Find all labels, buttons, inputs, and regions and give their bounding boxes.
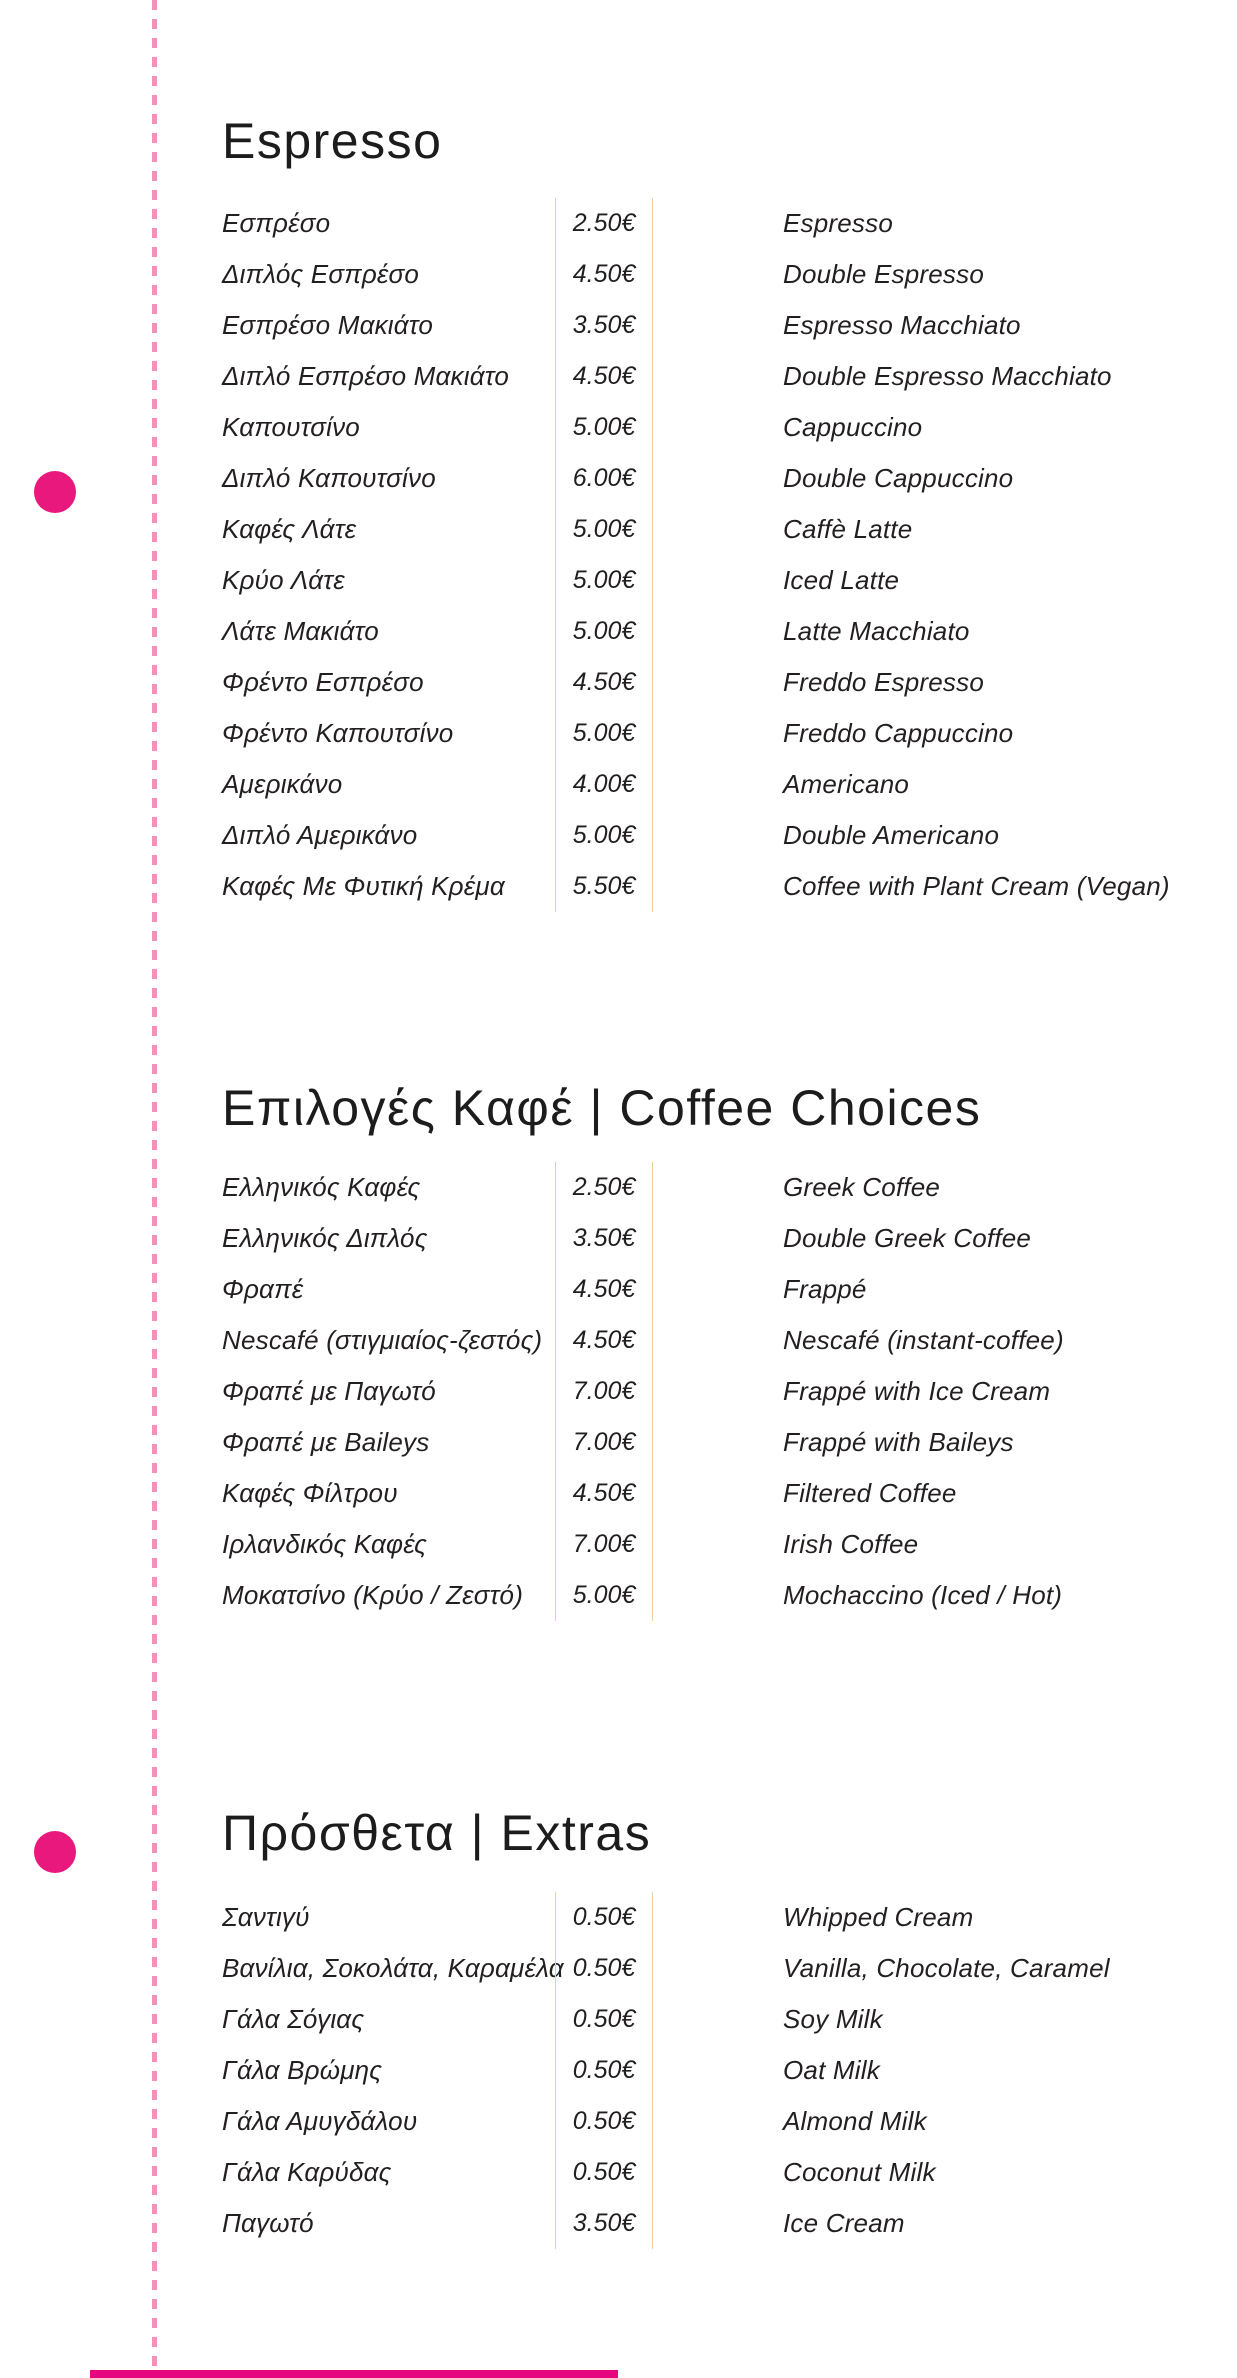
item-price: 5.00€	[555, 555, 653, 606]
item-name-english: Espresso Macchiato	[783, 310, 1021, 340]
item-name-greek: Διπλό Εσπρέσο Μακιάτο	[222, 361, 509, 391]
item-price: 4.50€	[555, 1468, 653, 1519]
item-price: 0.50€	[555, 1943, 653, 1994]
item-price: 0.50€	[555, 2096, 653, 2147]
menu-table-extras	[222, 1892, 1182, 2249]
item-price: 4.50€	[555, 657, 653, 708]
item-name-greek: Λάτε Μακιάτο	[222, 616, 379, 646]
menu-row	[222, 861, 1182, 912]
menu-row	[222, 759, 1182, 810]
item-name-greek: Φρέντο Εσπρέσο	[222, 667, 424, 697]
item-price: 5.00€	[555, 810, 653, 861]
item-name-english: Frappé with Baileys	[783, 1427, 1014, 1457]
menu-table-coffee-choices	[222, 1162, 1182, 1621]
item-price: 0.50€	[555, 1994, 653, 2045]
item-name-greek: Φραπέ	[222, 1274, 304, 1304]
menu-row	[222, 1943, 1182, 1994]
menu-row	[222, 708, 1182, 759]
item-name-english: Filtered Coffee	[783, 1478, 957, 1508]
item-name-english: Caffè Latte	[783, 514, 913, 544]
item-price: 2.50€	[555, 1162, 653, 1213]
item-name-greek: Καφές Φίλτρου	[222, 1478, 398, 1508]
item-price: 3.50€	[555, 2198, 653, 2249]
item-price: 5.00€	[555, 402, 653, 453]
item-name-greek: Σαντιγύ	[222, 1902, 310, 1932]
menu-row	[222, 2096, 1182, 2147]
item-name-greek: Βανίλια, Σοκολάτα, Καραμέλα	[222, 1953, 564, 1983]
menu-row	[222, 198, 1182, 249]
item-name-greek: Διπλό Αμερικάνο	[222, 820, 418, 850]
section-title-coffee-choices: Επιλογές Καφέ | Coffee Choices	[222, 1079, 982, 1136]
item-name-english: Double Cappuccino	[783, 463, 1014, 493]
item-price: 4.50€	[555, 351, 653, 402]
item-name-english: Freddo Cappuccino	[783, 718, 1014, 748]
item-name-greek: Διπλός Εσπρέσο	[222, 259, 420, 289]
item-name-english: Iced Latte	[783, 565, 900, 595]
menu-row	[222, 1994, 1182, 2045]
item-name-english: Espresso	[783, 208, 893, 238]
item-price: 6.00€	[555, 453, 653, 504]
menu-row	[222, 2147, 1182, 2198]
item-name-english: Double Espresso	[783, 259, 984, 289]
item-name-english: Soy Milk	[783, 2004, 883, 2034]
pink-dot	[34, 1831, 76, 1873]
menu-row	[222, 810, 1182, 861]
item-price: 7.00€	[555, 1519, 653, 1570]
item-name-english: Cappuccino	[783, 412, 923, 442]
item-name-greek: Καφές Λάτε	[222, 514, 357, 544]
menu-row	[222, 2045, 1182, 2096]
item-price: 3.50€	[555, 300, 653, 351]
menu-row	[222, 657, 1182, 708]
item-price: 0.50€	[555, 2147, 653, 2198]
menu-row	[222, 1468, 1182, 1519]
menu-table-espresso	[222, 198, 1182, 912]
item-name-english: Whipped Cream	[783, 1902, 974, 1932]
menu-row	[222, 1366, 1182, 1417]
pink-dot	[34, 471, 76, 513]
item-name-greek: Παγωτό	[222, 2208, 314, 2238]
item-name-greek: Φραπέ με Baileys	[222, 1427, 430, 1457]
menu-row	[222, 1417, 1182, 1468]
menu-row	[222, 1162, 1182, 1213]
section-title-extras: Πρόσθετα | Extras	[222, 1804, 652, 1861]
menu-row	[222, 249, 1182, 300]
item-name-english: Double Americano	[783, 820, 1000, 850]
item-name-greek: Καπουτσίνο	[222, 412, 360, 442]
item-name-greek: Γάλα Βρώμης	[222, 2055, 383, 2085]
item-name-english: Vanilla, Chocolate, Caramel	[783, 1953, 1110, 1983]
item-name-english: Almond Milk	[783, 2106, 927, 2136]
item-price: 5.00€	[555, 708, 653, 759]
bottom-accent-bar	[90, 2370, 618, 2378]
item-price: 7.00€	[555, 1417, 653, 1468]
item-name-english: Ice Cream	[783, 2208, 905, 2238]
item-name-english: Oat Milk	[783, 2055, 880, 2085]
item-name-greek: Ιρλανδικός Καφές	[222, 1529, 427, 1559]
item-name-english: Americano	[783, 769, 910, 799]
menu-row	[222, 402, 1182, 453]
item-name-greek: Εσπρέσο Μακιάτο	[222, 310, 434, 340]
item-name-greek: Εσπρέσο	[222, 208, 331, 238]
item-name-greek: Γάλα Αμυγδάλου	[222, 2106, 418, 2136]
menu-row	[222, 1892, 1182, 1943]
item-name-english: Coffee with Plant Cream (Vegan)	[783, 871, 1170, 901]
item-price: 4.50€	[555, 1315, 653, 1366]
menu-row	[222, 504, 1182, 555]
menu-row	[222, 606, 1182, 657]
item-name-greek: Nescafé (στιγμιαίος-ζεστός)	[222, 1325, 543, 1355]
item-name-greek: Αμερικάνο	[222, 769, 343, 799]
menu-row	[222, 1264, 1182, 1315]
section-title-espresso: Espresso	[222, 112, 443, 169]
item-price: 5.00€	[555, 1570, 653, 1621]
menu-row	[222, 351, 1182, 402]
item-price: 3.50€	[555, 1213, 653, 1264]
item-price: 5.00€	[555, 606, 653, 657]
item-name-greek: Γάλα Σόγιας	[222, 2004, 365, 2034]
item-name-greek: Καφές Με Φυτική Κρέμα	[222, 871, 505, 901]
menu-row	[222, 555, 1182, 606]
item-name-greek: Φρέντο Καπουτσίνο	[222, 718, 454, 748]
item-name-english: Nescafé (instant-coffee)	[783, 1325, 1064, 1355]
item-name-english: Coconut Milk	[783, 2157, 936, 2187]
item-name-english: Mochaccino (Iced / Hot)	[783, 1580, 1063, 1610]
item-name-english: Latte Macchiato	[783, 616, 970, 646]
item-name-greek: Διπλό Καπουτσίνο	[222, 463, 436, 493]
item-price: 4.50€	[555, 1264, 653, 1315]
item-price: 7.00€	[555, 1366, 653, 1417]
item-name-greek: Μοκατσίνο (Κρύο / Ζεστό)	[222, 1580, 524, 1610]
dashed-fold-line	[152, 0, 157, 2378]
item-name-english: Greek Coffee	[783, 1172, 941, 1202]
item-name-greek: Κρύο Λάτε	[222, 565, 345, 595]
item-price: 0.50€	[555, 2045, 653, 2096]
item-price: 5.50€	[555, 861, 653, 912]
item-price: 0.50€	[555, 1892, 653, 1943]
menu-row	[222, 453, 1182, 504]
item-name-english: Irish Coffee	[783, 1529, 919, 1559]
menu-row	[222, 1519, 1182, 1570]
item-name-english: Double Greek Coffee	[783, 1223, 1032, 1253]
item-price: 4.00€	[555, 759, 653, 810]
item-name-english: Frappé	[783, 1274, 867, 1304]
item-price: 4.50€	[555, 249, 653, 300]
item-name-english: Double Espresso Macchiato	[783, 361, 1112, 391]
menu-row	[222, 1315, 1182, 1366]
menu-row	[222, 300, 1182, 351]
item-name-greek: Φραπέ με Παγωτό	[222, 1376, 436, 1406]
item-name-english: Frappé with Ice Cream	[783, 1376, 1051, 1406]
item-name-greek: Ελληνικός Διπλός	[222, 1223, 428, 1253]
item-price: 2.50€	[555, 198, 653, 249]
menu-row	[222, 2198, 1182, 2249]
menu-row	[222, 1213, 1182, 1264]
item-name-english: Freddo Espresso	[783, 667, 984, 697]
menu-row	[222, 1570, 1182, 1621]
item-name-greek: Ελληνικός Καφές	[222, 1172, 421, 1202]
item-price: 5.00€	[555, 504, 653, 555]
item-name-greek: Γάλα Καρύδας	[222, 2157, 392, 2187]
